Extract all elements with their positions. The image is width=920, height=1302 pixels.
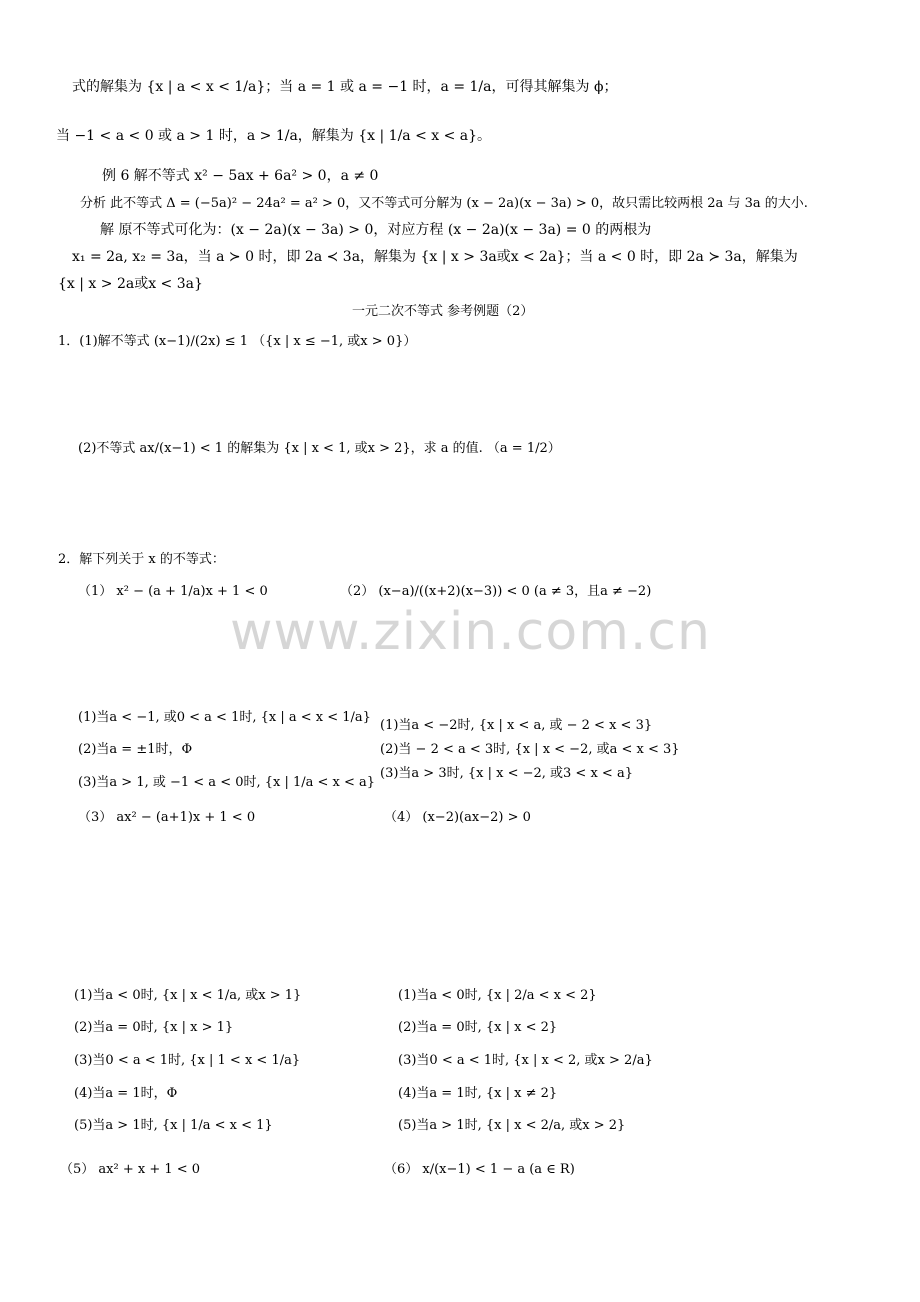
analysis: 分析 此不等式 Δ = (−5a)² − 24a² = a² > 0，又不等式可分解为 (x − 2a)(x − 3a) > 0，故只需比较两根 2a 与 3a 的大小.	[80, 196, 808, 211]
answer-3-case-3: (3)当0 < a < 1时, {x | 1 < x < 1/a}	[74, 1053, 301, 1068]
section-heading: 一元二次不等式 参考例题（2）	[352, 304, 534, 319]
answer-2-case-1: (1)当a < −2时, {x | x < a, 或 − 2 < x < 3}	[380, 718, 653, 733]
line-2: 当 −1 < a < 0 或 a > 1 时，a > 1/a，解集为 {x | 1/a < x < a}。	[56, 128, 492, 144]
question-1-1: 1．(1)解不等式 (x−1)/(2x) ≤ 1 （{x | x ≤ −1, 或x > 0}）	[58, 334, 417, 349]
problem-3: （3） ax² − (a+1)x + 1 < 0	[78, 810, 256, 825]
answer-3-case-2: (2)当a = 0时, {x | x > 1}	[74, 1020, 234, 1035]
question-1-2: (2)不等式 ax/(x−1) < 1 的解集为 {x | x < 1, 或x > 2}，求 a 的值. （a = 1/2）	[78, 441, 561, 456]
answer-3-case-1: (1)当a < 0时, {x | x < 1/a, 或x > 1}	[74, 988, 302, 1003]
watermark: www.zixin.com.cn	[230, 602, 711, 662]
answer-1-case-3: (3)当a > 1, 或 −1 < a < 0时, {x | 1/a < x < a}	[78, 775, 376, 790]
problem-5: （5） ax² + x + 1 < 0	[60, 1162, 201, 1177]
answer-4-case-2: (2)当a = 0时, {x | x < 2}	[398, 1020, 558, 1035]
problem-2: （2） (x−a)/((x+2)(x−3)) < 0 (a ≠ 3，且a ≠ −2)	[340, 584, 652, 599]
question-2: 2．解下列关于 x 的不等式：	[58, 552, 225, 567]
problem-1: （1） x² − (a + 1/a)x + 1 < 0	[78, 584, 268, 599]
answer-3-case-4: (4)当a = 1时，Φ	[74, 1086, 178, 1101]
answer-1-case-1: (1)当a < −1, 或0 < a < 1时, {x | a < x < 1/a}	[78, 710, 371, 725]
line-1: 式的解集为 {x | a < x < 1/a}；当 a = 1 或 a = −1 时，a = 1/a，可得其解集为 ϕ；	[72, 79, 618, 95]
answer-3-case-5: (5)当a > 1时, {x | 1/a < x < 1}	[74, 1118, 273, 1133]
answer-1-case-2: (2)当a = ±1时，Φ	[78, 742, 193, 757]
answer-4-case-5: (5)当a > 1时, {x | x < 2/a, 或x > 2}	[398, 1118, 626, 1133]
solution-c: {x | x > 2a或x < 3a}	[58, 276, 203, 292]
problem-4: （4） (x−2)(ax−2) > 0	[384, 810, 531, 825]
answer-2-case-2: (2)当 − 2 < a < 3时, {x | x < −2, 或a < x < 3}	[380, 742, 680, 757]
example-6: 例 6 解不等式 x² − 5ax + 6a² > 0，a ≠ 0	[102, 168, 379, 184]
answer-4-case-1: (1)当a < 0时, {x | 2/a < x < 2}	[398, 988, 597, 1003]
solution-b: x₁ = 2a, x₂ = 3a，当 a ≻ 0 时，即 2a ≺ 3a，解集为 {x | x > 3a或x < 2a}；当 a < 0 时，即 2a ≻ 3a，解集为	[72, 249, 798, 265]
answer-2-case-3: (3)当a > 3时, {x | x < −2, 或3 < x < a}	[380, 766, 633, 781]
problem-6: （6） x/(x−1) < 1 − a (a ∈ R)	[384, 1162, 575, 1177]
solution-a: 解 原不等式可化为：(x − 2a)(x − 3a) > 0，对应方程 (x − 2a)(x − 3a) = 0 的两根为	[100, 222, 652, 238]
answer-4-case-4: (4)当a = 1时, {x | x ≠ 2}	[398, 1086, 558, 1101]
answer-4-case-3: (3)当0 < a < 1时, {x | x < 2, 或x > 2/a}	[398, 1053, 653, 1068]
